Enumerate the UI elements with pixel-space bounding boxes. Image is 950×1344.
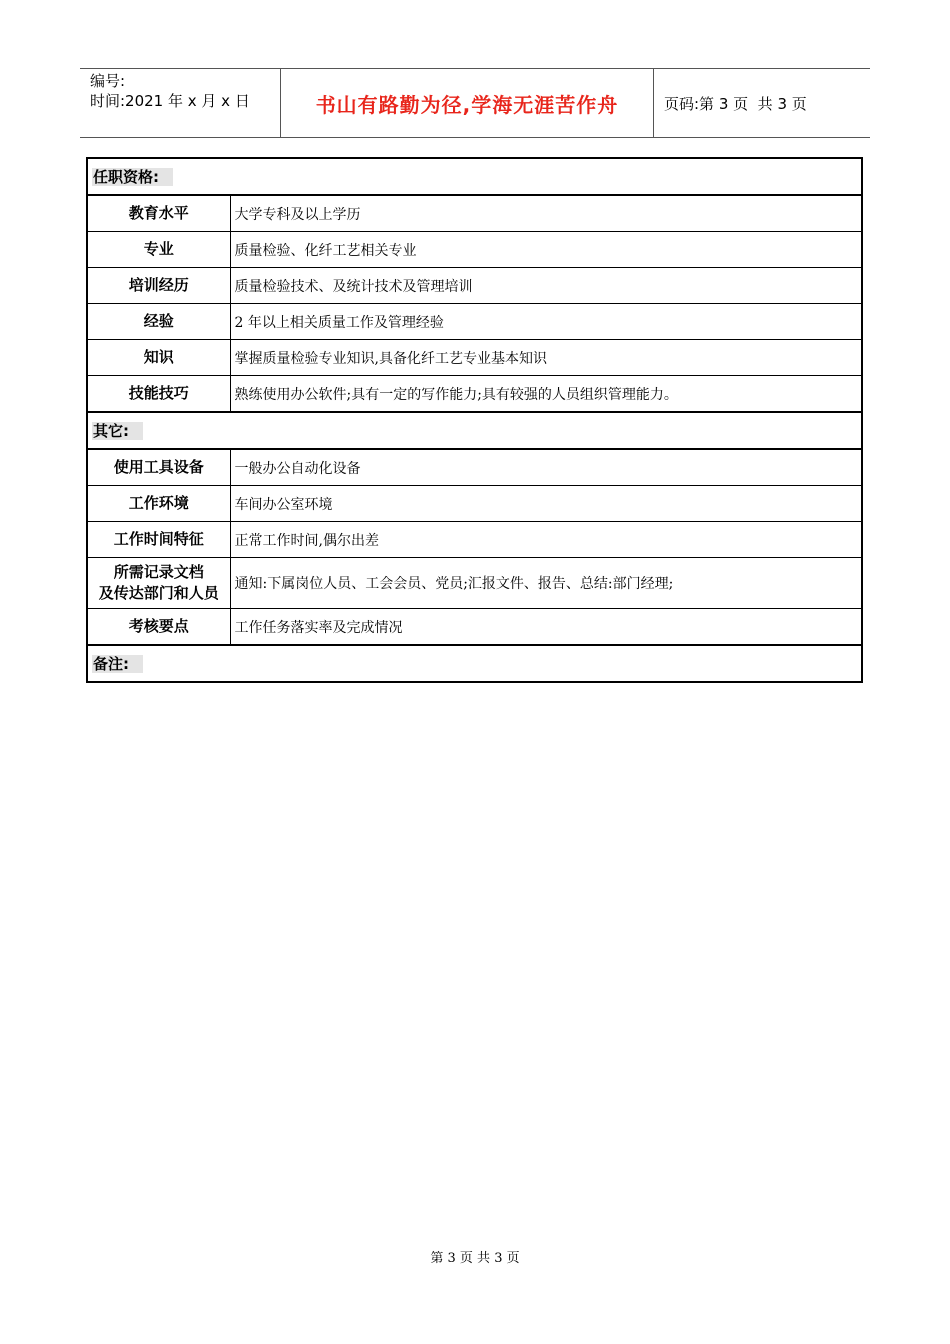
row-label: 工作环境 xyxy=(87,486,230,522)
page-footer: 第 3 页 共 3 页 xyxy=(430,1251,520,1266)
row-value: 掌握质量检验专业知识,具备化纤工艺专业基本知识 xyxy=(230,340,862,376)
header-page-info: 页码:第 3 页 共 3 页 xyxy=(664,94,807,113)
section-row xyxy=(87,412,862,449)
number-label: 编号: xyxy=(90,72,126,90)
row-label: 技能技巧 xyxy=(87,376,230,413)
row-label xyxy=(87,558,230,609)
row-label: 教育水平 xyxy=(87,195,230,232)
section-row xyxy=(87,645,862,682)
table-row xyxy=(87,232,862,268)
document-header xyxy=(80,68,870,138)
header-meta xyxy=(80,69,281,137)
row-label: 使用工具设备 xyxy=(87,449,230,486)
table-row xyxy=(87,558,862,609)
row-value: 车间办公室环境 xyxy=(230,486,862,522)
table-row xyxy=(87,486,862,522)
row-label: 知识 xyxy=(87,340,230,376)
row-label: 经验 xyxy=(87,304,230,340)
row-label: 工作时间特征 xyxy=(87,522,230,558)
row-label-line: 及传达部门和人员 xyxy=(98,584,219,602)
table-row xyxy=(87,268,862,304)
row-value: 工作任务落实率及完成情况 xyxy=(230,609,862,646)
section-row xyxy=(87,158,862,195)
row-label-line: 所需记录文档 xyxy=(113,563,204,581)
row-label: 考核要点 xyxy=(87,609,230,646)
row-label: 培训经历 xyxy=(87,268,230,304)
row-value: 正常工作时间,偶尔出差 xyxy=(230,522,862,558)
table-row xyxy=(87,609,862,646)
date-label: 时间:2021 年 x 月 x 日 xyxy=(90,92,250,110)
job-qualification-table xyxy=(86,157,863,683)
row-value: 2 年以上相关质量工作及管理经验 xyxy=(230,304,862,340)
header-motto: 书山有路勤为径,学海无涯苦作舟 xyxy=(281,69,654,137)
row-value: 质量检验、化纤工艺相关专业 xyxy=(230,232,862,268)
section-title-other: 其它: xyxy=(92,422,143,440)
row-label: 专业 xyxy=(87,232,230,268)
table-row xyxy=(87,195,862,232)
row-value: 熟练使用办公软件;具有一定的写作能力;具有较强的人员组织管理能力。 xyxy=(230,376,862,413)
row-value: 通知:下属岗位人员、工会会员、党员;汇报文件、报告、总结:部门经理; xyxy=(230,558,862,609)
row-value: 一般办公自动化设备 xyxy=(230,449,862,486)
section-title-remarks: 备注: xyxy=(92,655,143,673)
table-row xyxy=(87,376,862,413)
section-title-qualifications: 任职资格: xyxy=(92,168,173,186)
table-row xyxy=(87,522,862,558)
table-row xyxy=(87,304,862,340)
table-row xyxy=(87,340,862,376)
row-value: 大学专科及以上学历 xyxy=(230,195,862,232)
table-row xyxy=(87,449,862,486)
row-value: 质量检验技术、及统计技术及管理培训 xyxy=(230,268,862,304)
